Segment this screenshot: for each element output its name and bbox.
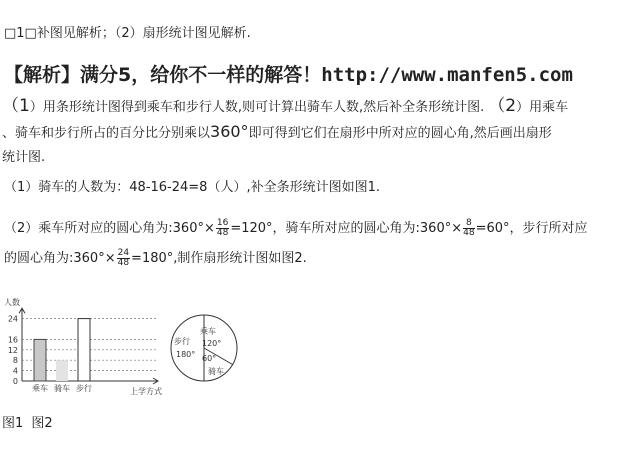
bar-0 bbox=[34, 339, 46, 381]
step2-b: =120°，骑车所对应的圆心角为:360°× bbox=[230, 221, 463, 236]
bar-chart bbox=[0, 290, 175, 398]
x-tick-label: 骑车 bbox=[54, 384, 70, 393]
y-tick-label: 24 bbox=[7, 314, 18, 324]
fraction-denominator: 48 bbox=[216, 228, 229, 238]
pie-label-2: 步行 bbox=[174, 337, 190, 346]
step2-e: =180°,制作扇形统计图如图2. bbox=[131, 251, 307, 266]
fraction-numerator: 16 bbox=[216, 218, 229, 228]
step2-line2 bbox=[4, 246, 307, 272]
bar-1 bbox=[56, 360, 68, 381]
pie-chart bbox=[168, 312, 240, 384]
analysis-url: http://www.manfen5.com bbox=[321, 64, 573, 86]
part2-text: ）用乘车 bbox=[516, 100, 569, 115]
line2-b: 即可得到它们在扇形中所对应的圆心角,然后画出扇形 bbox=[248, 126, 552, 141]
explanation-paragraph bbox=[2, 94, 628, 170]
caption-fig2: 图2 bbox=[31, 416, 53, 431]
analysis-heading bbox=[4, 60, 573, 87]
bar-2 bbox=[78, 319, 90, 381]
y-tick-label: 0 bbox=[12, 377, 18, 386]
y-tick-label: 4 bbox=[12, 366, 18, 376]
figure-captions bbox=[2, 412, 53, 431]
fraction-8-48 bbox=[463, 219, 474, 238]
y-tick-label: 12 bbox=[7, 345, 18, 355]
fraction-numerator: 8 bbox=[463, 219, 474, 229]
analysis-slogan: 满分5，给你不一样的解答！ bbox=[80, 64, 322, 86]
line3: 统计图. bbox=[2, 150, 46, 165]
line2-deg: 360° bbox=[210, 122, 249, 141]
x-axis-title: 上学方式 bbox=[130, 387, 162, 396]
fraction-denominator: 48 bbox=[463, 228, 475, 238]
pie-label-5: 骑车 bbox=[208, 367, 224, 376]
answer-line: □1□补图见解析；（2）扇形统计图见解析. bbox=[4, 26, 251, 41]
part1-text: ）用条形统计图得到乘车和步行人数,则可计算出骑车人数,然后补全条形统计图. bbox=[29, 100, 485, 115]
caption-fig1: 图1 bbox=[2, 416, 24, 431]
fraction-denominator: 48 bbox=[117, 258, 130, 268]
fraction-16-48 bbox=[216, 219, 229, 238]
step2-d: 的圆心角为:360°× bbox=[4, 251, 116, 266]
pie-label-1: 120° bbox=[202, 339, 222, 348]
x-tick-label: 乘车 bbox=[32, 384, 48, 393]
fraction-numerator: 24 bbox=[117, 248, 130, 258]
pie-label-3: 180° bbox=[176, 350, 196, 359]
step2-a: （2）乘车所对应的圆心角为:360°× bbox=[4, 221, 215, 236]
step1-text: （1）骑车的人数为：48-16-24=8（人）,补全条形统计图如图1. bbox=[4, 180, 380, 195]
step2-line1 bbox=[4, 216, 588, 242]
x-tick-label: 步行 bbox=[76, 384, 92, 393]
part2-mark: （2 bbox=[488, 96, 517, 116]
step2-c: =60°，步行所对应 bbox=[475, 221, 588, 236]
pie-label-0: 乘车 bbox=[200, 327, 216, 336]
fraction-24-48 bbox=[117, 249, 130, 268]
line2-a: 、骑车和步行所占的百分比分别乘以 bbox=[2, 126, 211, 141]
y-axis-title: 人数 bbox=[4, 298, 20, 308]
y-tick-label: 16 bbox=[7, 335, 18, 345]
part1-mark: （1 bbox=[2, 96, 30, 116]
analysis-label: 【解析】 bbox=[4, 64, 81, 86]
pie-label-4: 60° bbox=[202, 354, 217, 363]
y-tick-label: 8 bbox=[12, 356, 18, 366]
